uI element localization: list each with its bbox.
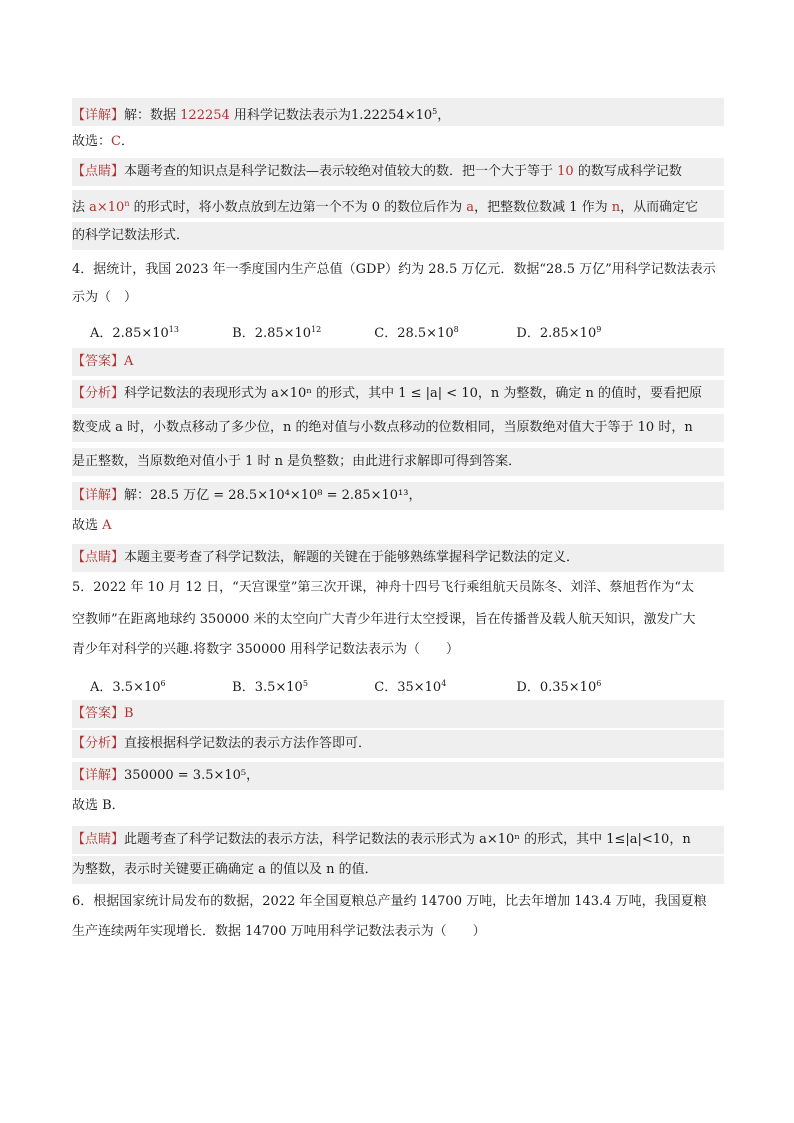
q4-option-b[interactable]: B．$2.85\times 10^{12}$ <box>232 325 322 341</box>
q5-detail: 【详解】350000 = 3.5×10⁵， <box>72 762 724 790</box>
q5-remark-line-2: 为整数，表示时关键要正确确定 a 的值以及 n 的值． <box>72 856 724 884</box>
q5-answer: 【答案】B <box>72 700 724 728</box>
q5-options <box>90 670 710 698</box>
q4-option-c[interactable]: C．$28.5\times 10^8$ <box>374 325 459 341</box>
remark-line-1: 【点睛】本题考查的知识点是科学记数法—表示较绝对值较大的数．把一个大于等于 10 的数写成科学记数 <box>72 158 724 186</box>
q4-option-d[interactable]: D．$2.85\times 10^9$ <box>516 325 602 341</box>
choice-line: 故选：C． <box>72 134 134 149</box>
q4-choice: 故选 A <box>72 518 112 533</box>
q5-option-a[interactable]: A．$3.5\times 10^6$ <box>90 679 166 695</box>
q4-options <box>90 316 710 344</box>
q6-stem-line-2: 生产连续两年实现增长．数据 14700 万吨用科学记数法表示为（ ） <box>72 924 486 939</box>
q4-answer: 【答案】A <box>72 348 724 376</box>
q5-stem-line-1: 5．2022 年 10 月 12 日，“天宫课堂”第三次开课，神舟十四号飞行乘组航天员陈冬、刘洋、蔡旭哲作为“太 <box>72 580 695 595</box>
remark-line-2: 法 $a\times 10^n$ 的形式时，将小数点放到左边第一个不为 0 的数位后作为 a，把整数位数减 1 作为 n，从而确定它 <box>72 190 724 218</box>
q4-remark: 【点睛】本题主要考查了科学记数法，解题的关键在于能够熟练掌握科学记数法的定义． <box>72 544 724 572</box>
q5-remark-line-1: 【点睛】此题考查了科学记数法的表示方法，科学记数法的表示形式为 a×10ⁿ 的形式，其中 1≤|a|<10，n <box>72 826 724 854</box>
q6-stem-line-1: 6．根据国家统计局发布的数据，2022 年全国夏粮总产量约 14700 万吨，比去年增加 143.4 万吨，我国夏粮 <box>72 894 707 909</box>
q4-detail: 【详解】解：28.5 万亿 = 28.5×10⁴×10⁸ = 2.85×10¹³， <box>72 482 724 510</box>
remark-tag: 【点睛】 <box>72 164 125 179</box>
detail-line: 【详解】解：数据 122254 用科学记数法表示为$1.22254\times 10^5$， <box>72 98 724 126</box>
q4-stem-line-1: 4．据统计，我国 2023 年一季度国内生产总值（GDP）约为 28.5 万亿元．数据“28.5 万亿”用科学记数法表示 <box>72 262 716 277</box>
q4-analysis-line-1: 【分析】科学记数法的表现形式为 a×10ⁿ 的形式，其中 1 ≤ |a| < 10，n 为整数，确定 n 的值时，要看把原 <box>72 380 724 408</box>
q5-stem-line-2: 空教师”在距离地球约 350000 米的太空向广大青少年进行太空授课，旨在传播普及载人航天知识，激发广大 <box>72 612 696 627</box>
q4-analysis-line-3: 是正整数，当原数绝对值小于 1 时 n 是负整数；由此进行求解即可得到答案． <box>72 448 724 476</box>
q5-option-b[interactable]: B．$3.5\times 10^5$ <box>232 679 308 695</box>
remark-line-3: 的科学记数法形式． <box>72 222 724 250</box>
q4-stem-line-2: 示为（ ） <box>72 290 138 305</box>
q5-option-c[interactable]: C．$35\times 10^4$ <box>374 679 447 695</box>
detail-tag: 【详解】 <box>72 108 125 123</box>
q4-analysis-line-2: 数变成 a 时，小数点移动了多少位，n 的绝对值与小数点移动的位数相同，当原数绝对值大于等于 10 时，n <box>72 414 724 442</box>
q5-analysis: 【分析】直接根据科学记数法的表示方法作答即可． <box>72 730 724 758</box>
q5-option-d[interactable]: D．$0.35\times 10^6$ <box>516 679 602 695</box>
q5-choice: 故选 B． <box>72 798 125 813</box>
q4-option-a[interactable]: A．$2.85\times 10^{13}$ <box>90 325 179 341</box>
q5-stem-line-3: 青少年对科学的兴趣.将数字 350000 用科学记数法表示为（ ） <box>72 642 460 657</box>
